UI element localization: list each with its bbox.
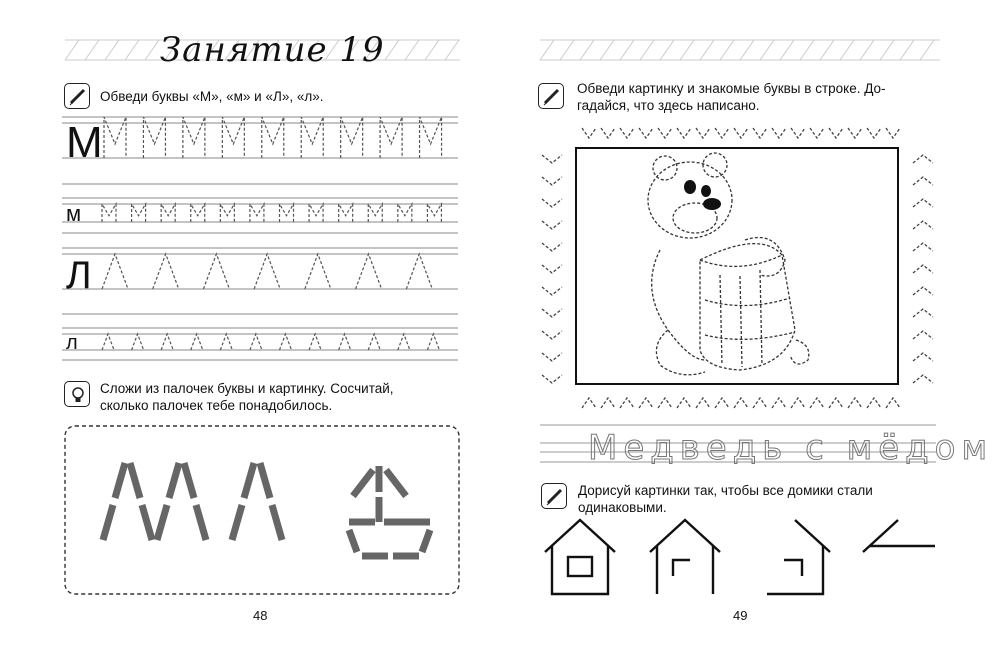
lesson-title: Занятие 19 (160, 30, 385, 70)
task1-instruction: Обведи буквы «М», «м» и «Л», «л». (100, 89, 324, 104)
trace-letter-sample: м (66, 201, 82, 226)
task2-instruction-line1: Сложи из палочек буквы и картинку. Сосчитай, (100, 381, 394, 396)
trace-phrase: Медведь с мёдом (588, 428, 994, 468)
right-task2-instruction-line1: Дорисуй картинки так, чтобы все домики стали (578, 483, 873, 498)
right-task2-instruction-line2: одинаковыми. (578, 500, 667, 515)
trace-letter-sample: Л (66, 254, 92, 297)
page-number-left: 48 (253, 608, 268, 623)
page-number-right: 49 (733, 608, 748, 623)
bear-drawing (648, 153, 809, 375)
right-task1-instruction-line2: гадайся, что здесь написано. (577, 98, 760, 113)
trace-letter-sample: л (66, 332, 78, 354)
trace-letter-sample: М (66, 118, 103, 167)
pencil-icon (541, 483, 567, 509)
houses (545, 520, 935, 594)
task2-instruction-line2: сколько палочек тебе понадобилось. (100, 398, 333, 413)
right-task1-instruction-line1: Обведи картинку и знакомые буквы в строке. До- (577, 81, 886, 96)
